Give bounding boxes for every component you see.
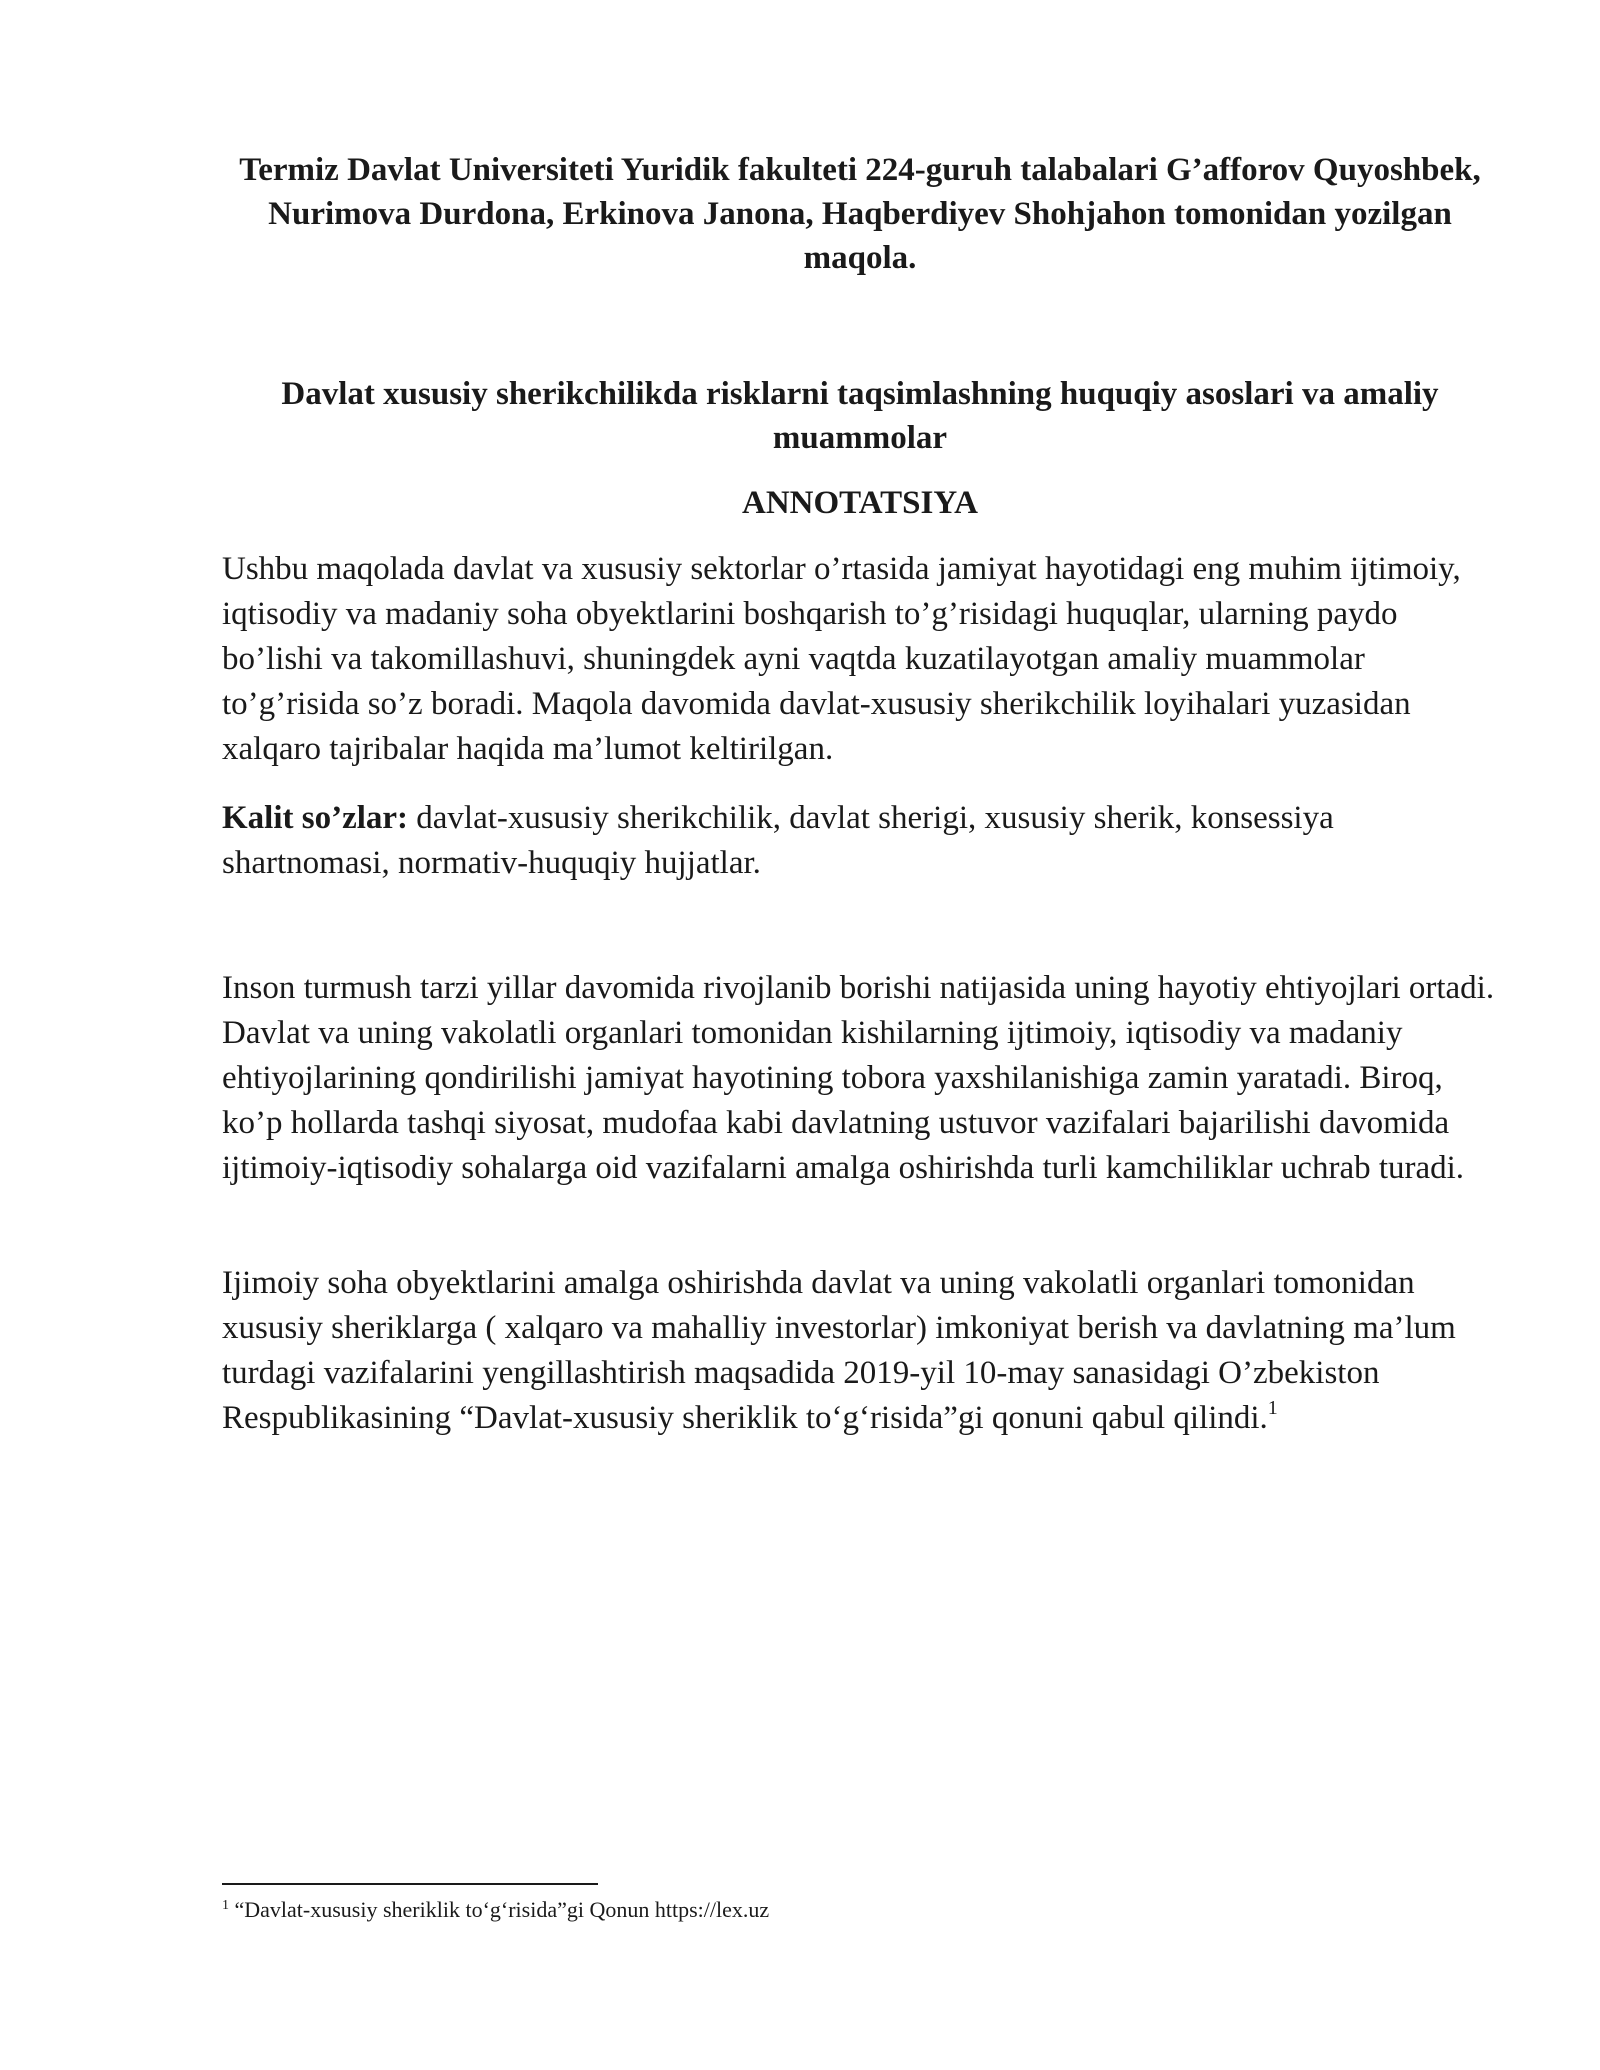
keywords-list: davlat-xususiy sherikchilik, davlat sherigi, xususiy sherik, konsessiya shartnomasi, normativ-huquqiy hujjatlar. [222,800,1334,881]
article-title: Davlat xususiy sherikchilikda risklarni taqsimlashning huquqiy asoslari va amaliy muammolar [281,376,1439,456]
keywords-label: Kalit so’zlar: [222,800,409,836]
keywords-paragraph [222,796,1502,886]
author-line: Termiz Davlat Universiteti Yuridik fakulteti 224-guruh talabalari G’afforov Quyoshbek, Nurimova Durdona, Erkinova Janona, Haqberdiyev Shohjahon tomonidan yozilgan maqola. [239,152,1481,276]
body-paragraph-1: Inson turmush tarzi yillar davomida rivojlanib borishi natijasida uning hayotiy ehtiyojlari ortadi. Davlat va uning vakolatli organlari tomonidan kishilarning ijtimoiy, iqtisodiy va madaniy ehtiyojlarining qondirilishi jamiyat hayotining tobora yaxshilanishiga zamin yaratadi. Biroq, ko’p hollarda tashqi siyosat, mudofaa kabi davlatning ustuvor vazifalari bajarilishi davomida ijtimoiy-iqtisodiy sohalarga oid vazifalarni amalga oshirishda turli kamchiliklar uchrab turadi. [222,970,1495,1186]
annotation-paragraph: Ushbu maqolada davlat va xususiy sektorlar o’rtasida jamiyat hayotidagi eng muhim ijtimoiy, iqtisodiy va madaniy soha obyektlarini boshqarish to’g’risidagi huquqlar, ularning paydo bo’lishi va takomillashuvi, shuningdek ayni vaqtda kuzatilayotgan amaliy muammolar to’g’risida so’z boradi. Maqola davomida davlat-xususiy sherikchilik loyihalari yuzasidan xalqaro tajribalar haqida ma’lumot keltirilgan. [222,551,1461,767]
body-paragraph-2 [222,1261,1502,1441]
footnote-marker: 1 [222,1898,229,1913]
footnote-reference[interactable]: 1 [1267,1397,1278,1419]
annotation-heading: ANNOTATSIYA [742,485,978,521]
body-paragraph-2-text: Ijimoiy soha obyektlarini amalga oshirishda davlat va uning vakolatli organlari tomonidan xususiy sheriklarga ( xalqaro va mahalliy investorlar) imkoniyat berish va davlatning ma’lum turdagi vazifalarini yengillashtirish maqsadida 2019-yil 10-may sanasidagi O’zbekiston Respublikasining “Davlat-xususiy sheriklik to‘g‘risida”gi qonuni qabul qilindi. [222,1265,1456,1436]
footnote [222,1895,1422,1925]
footnote-separator [222,1883,598,1885]
footnote-text: “Davlat-xususiy sheriklik to‘g‘risida”gi Qonun https://lex.uz [229,1897,770,1922]
